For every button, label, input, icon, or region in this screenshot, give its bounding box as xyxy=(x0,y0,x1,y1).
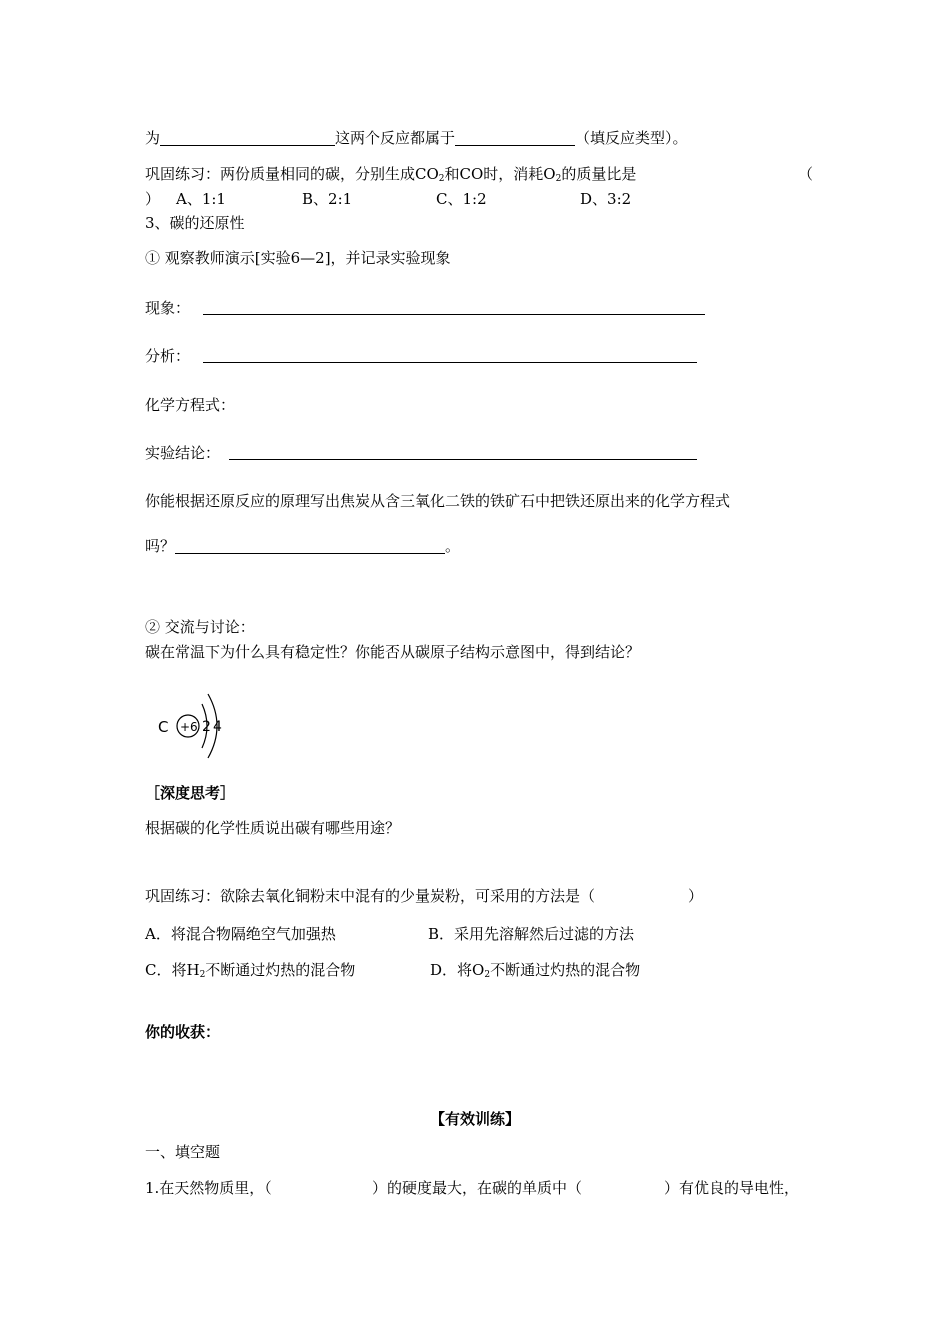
option-c[interactable] xyxy=(145,960,355,985)
phenomenon-row xyxy=(145,298,190,318)
option-text: 不断通过灼热的混合物 xyxy=(205,961,356,979)
shell-2-electrons: 4 xyxy=(213,719,222,735)
option-d[interactable] xyxy=(430,960,640,985)
phenomenon-blank[interactable] xyxy=(203,298,705,315)
subscript: 2 xyxy=(199,970,206,980)
option-a[interactable]: A、1:1 xyxy=(176,190,226,208)
fill-question-1-part2: ）的硬度最大，在碳的单质中（ xyxy=(372,1179,583,1197)
consolidation-question-1 xyxy=(145,164,636,189)
item-1-observe: ① 观察教师演示[实验6—2]，并记录实验现象 xyxy=(145,249,451,267)
harvest-title: 你的收获： xyxy=(145,1023,221,1041)
nucleus-charge: +6 xyxy=(180,720,198,734)
answer-paren-open: （ xyxy=(798,165,814,183)
stability-question: 碳在常温下为什么具有稳定性？你能否从碳原子结构示意图中，得到结论？ xyxy=(145,643,641,661)
question-text: 和CO时，消耗O xyxy=(444,165,556,183)
subscript: 2 xyxy=(555,174,562,184)
answer-paren-close: ） xyxy=(145,190,161,208)
subscript: 2 xyxy=(484,970,491,980)
question-text: 巩固练习：两份质量相同的碳，分别生成CO xyxy=(145,165,439,183)
fill-question-1-part1: 1.在天然物质里，（ xyxy=(145,1179,272,1197)
option-text: D．将O xyxy=(430,961,485,979)
shell-1-electrons: 2 xyxy=(202,719,211,735)
fill-question-1-part3: ）有优良的导电性， xyxy=(664,1179,800,1197)
element-symbol: C xyxy=(158,718,169,736)
conclusion-label: 实验结论： xyxy=(145,444,221,462)
item-2-discussion: ② 交流与讨论： xyxy=(145,618,255,636)
conclusion-row xyxy=(145,443,220,463)
question-text: 。 xyxy=(445,537,461,555)
equation-label: 化学方程式： xyxy=(145,396,236,414)
uses-question: 根据碳的化学性质说出碳有哪些用途？ xyxy=(145,819,401,837)
answer-paren-close: ） xyxy=(688,887,704,905)
analysis-blank[interactable] xyxy=(203,346,697,363)
conclusion-blank[interactable] xyxy=(229,443,697,460)
analysis-label: 分析： xyxy=(145,347,191,365)
option-a[interactable]: A．将混合物隔绝空气加强热 xyxy=(145,925,336,943)
iron-question-end xyxy=(145,536,460,556)
text-prefix: 为 xyxy=(145,129,161,147)
carbon-atom-structure-diagram xyxy=(150,682,240,768)
subscript: 2 xyxy=(438,174,445,184)
option-b[interactable]: B、2:1 xyxy=(302,190,353,208)
text-middle: 这两个反应都属于 xyxy=(335,129,456,147)
question-text: 吗？ xyxy=(145,537,176,555)
text-suffix: （填反应类型）。 xyxy=(575,129,688,147)
answer-blank[interactable] xyxy=(455,129,575,146)
fill-in-line-reaction-type xyxy=(145,128,688,148)
option-b[interactable]: B．采用先溶解然后过滤的方法 xyxy=(428,925,635,943)
iron-question: 你能根据还原反应的原理写出焦炭从含三氧化二铁的铁矿石中把铁还原出来的化学方程式 xyxy=(145,492,731,510)
option-c[interactable]: C、1:2 xyxy=(436,190,487,208)
consolidation-question-2: 巩固练习：欲除去氧化铜粉末中混有的少量炭粉，可采用的方法是（ xyxy=(145,887,596,905)
section-title: 3、碳的还原性 xyxy=(145,214,245,232)
option-d[interactable]: D、3:2 xyxy=(580,190,632,208)
deep-think-title: ［深度思考］ xyxy=(145,784,236,802)
answer-blank[interactable] xyxy=(160,129,335,146)
iron-equation-blank[interactable] xyxy=(175,537,445,554)
analysis-row xyxy=(145,346,190,366)
option-text: C．将H xyxy=(145,961,200,979)
training-title: 【有效训练】 xyxy=(429,1110,520,1128)
option-text: 不断通过灼热的混合物 xyxy=(490,961,641,979)
phenomenon-label: 现象： xyxy=(145,299,191,317)
fill-section-title: 一、填空题 xyxy=(145,1143,221,1161)
question-text: 的质量比是 xyxy=(561,165,637,183)
